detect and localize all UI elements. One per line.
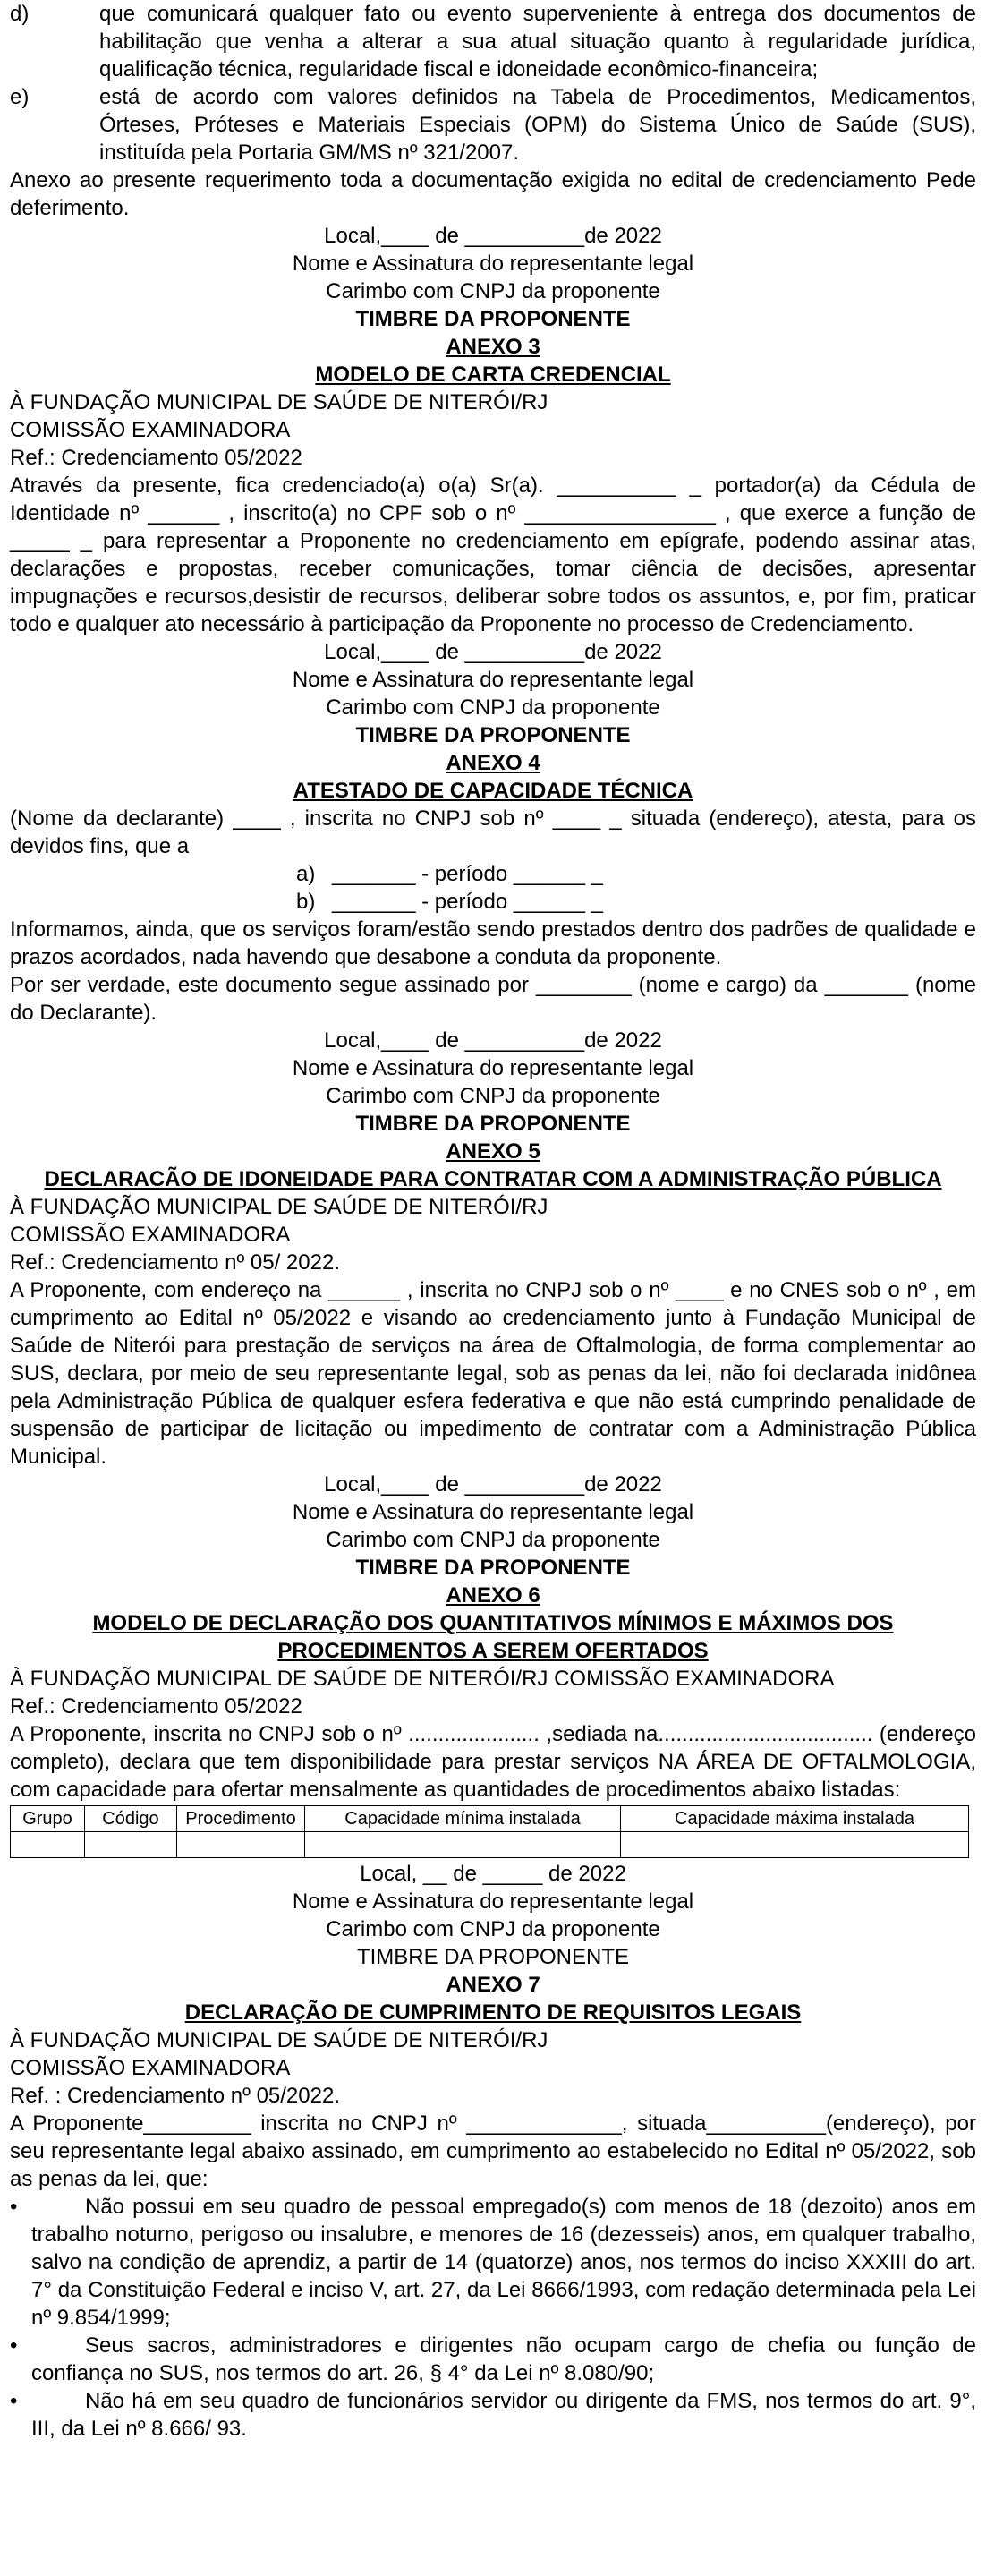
anexo3-ref: Ref.: Credenciamento 05/2022 bbox=[10, 446, 302, 470]
table-header-cell: Grupo bbox=[11, 1806, 85, 1832]
anexo7-title: ANEXO 7 bbox=[446, 1973, 540, 1997]
anexo7-bullet bbox=[10, 2387, 976, 2443]
signature-timbre: TIMBRE DA PROPONENTE bbox=[355, 307, 631, 331]
signature-timbre: TIMBRE DA PROPONENTE bbox=[355, 1556, 631, 1580]
document-page bbox=[10, 0, 976, 2443]
procedures-table bbox=[10, 1805, 969, 1858]
table-header-cell: Capacidade máxima instalada bbox=[621, 1806, 969, 1832]
anexo5-title: ANEXO 5 bbox=[446, 1139, 540, 1164]
table-header-cell: Procedimento bbox=[177, 1806, 305, 1832]
anexo3-commission: COMISSÃO EXAMINADORA bbox=[10, 418, 291, 442]
anexo7-subtitle: DECLARAÇÃO DE CUMPRIMENTO DE REQUISITOS LEGAIS bbox=[184, 2000, 802, 2025]
anexo4-body: (Nome da declarante) ____ , inscrita no CNPJ sob nº ____ _ situada (endereço), atesta, para os devidos fins, que a bbox=[10, 806, 976, 858]
signature-stamp: Carimbo com CNPJ da proponente bbox=[326, 1084, 660, 1108]
clause-d bbox=[10, 0, 976, 83]
anexo4-item-label: b) bbox=[296, 890, 316, 914]
anexo5-subtitle: DECLARACÃO DE IDONEIDADE PARA CONTRATAR COM A ADMINISTRAÇÃO PÚBLICA bbox=[44, 1167, 942, 1191]
anexo6-body: A Proponente, inscrita no CNPJ sob o nº ...................... ,sediada na.................................... (endereço completo), declara que tem disponibilidade para prestar serviços NA ÁREA DE OFTALMOLOGIA, com capacidade para ofertar mensalmente as quantidades de procedimentos abaixo listadas: bbox=[10, 1722, 976, 1802]
bullet-icon: • bbox=[10, 2195, 18, 2219]
clause-d-label: d) bbox=[10, 2, 30, 26]
anexo6-subtitle: MODELO DE DECLARAÇÃO DOS QUANTITATIVOS MÍNIMOS E MÁXIMOS DOS PROCEDIMENTOS A SEREM OFERTADOS bbox=[92, 1611, 894, 1663]
signature-stamp: Carimbo com CNPJ da proponente bbox=[326, 1917, 660, 1941]
anexo4-item-label: a) bbox=[296, 862, 316, 886]
anexo3-title: ANEXO 3 bbox=[446, 335, 540, 359]
closing-paragraph: Anexo ao presente requerimento toda a documentação exigida no edital de credenciamento Pede deferimento. bbox=[10, 168, 976, 220]
anexo7-addressee: À FUNDAÇÃO MUNICIPAL DE SAÚDE DE NITERÓI/RJ bbox=[10, 2028, 548, 2052]
signature-local: Local,____ de __________de 2022 bbox=[324, 640, 662, 664]
signature-stamp: Carimbo com CNPJ da proponente bbox=[326, 695, 660, 720]
table-row bbox=[11, 1832, 969, 1858]
anexo4-item-b bbox=[10, 888, 976, 916]
anexo6-ref: Ref.: Credenciamento 05/2022 bbox=[10, 1694, 302, 1719]
anexo4-item-text: _______ - período ______ _ bbox=[332, 862, 603, 886]
table-header-cell: Capacidade mínima instalada bbox=[305, 1806, 621, 1832]
signature-local: Local,____ de __________de 2022 bbox=[324, 1028, 662, 1053]
clause-e-label: e) bbox=[10, 85, 30, 109]
anexo4-title: ANEXO 4 bbox=[446, 751, 540, 775]
anexo4-item-text: _______ - período ______ _ bbox=[332, 890, 603, 914]
anexo6-local: Local, __ de _____ de 2022 bbox=[360, 1862, 626, 1886]
anexo4-closing: Por ser verdade, este documento segue assinado por ________ (nome e cargo) da _______ (nome do Declarante). bbox=[10, 973, 976, 1025]
clause-e bbox=[10, 83, 976, 166]
signature-name: Nome e Assinatura do representante legal bbox=[292, 668, 694, 692]
signature-name: Nome e Assinatura do representante legal bbox=[292, 252, 694, 276]
table-header-cell: Código bbox=[85, 1806, 177, 1832]
anexo5-body: A Proponente, com endereço na ______ , inscrita no CNPJ sob o nº ____ e no CNES sob o nº , em cumprimento ao Edital nº 05/2022 e visando ao credenciamento junto à Fundação Municipal de Saúde de Niterói para prestação de serviços na área de Oftalmologia, de forma complementar ao SUS, declara, por meio de seu representante legal, sob as penas da lei, não foi declarada inidônea pela Administração Pública de qualquer esfera federativa e que não está cumprindo penalidade de suspensão de participar de licitação ou impedimento de contratar com a Administração Pública Municipal. bbox=[10, 1278, 976, 1469]
signature-timbre: TIMBRE DA PROPONENTE bbox=[355, 723, 631, 747]
bullet-text: Seus sacros, administradores e dirigentes não ocupam cargo de chefia ou função de confiança no SUS, nos termos do art. 26, § 4° da Lei nº 8.080/90; bbox=[31, 2333, 976, 2385]
table-header-row bbox=[11, 1806, 969, 1832]
bullet-text: Não há em seu quadro de funcionários servidor ou dirigente da FMS, nos termos do art. 9°, III, da Lei nº 8.666/ 93. bbox=[31, 2389, 976, 2441]
clause-d-text: que comunicará qualquer fato ou evento superveniente à entrega dos documentos de habilitação que venha a alterar a sua atual situação quanto à regularidade jurídica, qualificação técnica, regularidade fiscal e idoneidade econômico-financeira; bbox=[99, 2, 976, 81]
signature-name: Nome e Assinatura do representante legal bbox=[292, 1889, 694, 1914]
anexo6-title: ANEXO 6 bbox=[446, 1583, 540, 1608]
signature-name: Nome e Assinatura do representante legal bbox=[292, 1056, 694, 1080]
anexo6-timbre: TIMBRE DA PROPONENTE bbox=[356, 1945, 630, 1969]
anexo3-body: Através da presente, fica credenciado(a) o(a) Sr(a). __________ _ portador(a) da Cédula de Identidade nº ______ , inscrito(a) no CPF sob o nº ________________ , que exerce a função de _____ _ para representar a Proponente no credenciamento em epígrafe, podendo assinar atas, declarações e propostas, receber comunicações, tomar ciência de decisões, apresentar impugnações e recursos,desistir de recursos, deliberar sobre todos os assuntos, e, por fim, praticar todo e qualquer ato necessário à participação da Proponente no processo de Credenciamento. bbox=[10, 473, 976, 636]
signature-name: Nome e Assinatura do representante legal bbox=[292, 1500, 694, 1524]
anexo4-item-a bbox=[10, 860, 976, 888]
anexo5-ref: Ref.: Credenciamento nº 05/ 2022. bbox=[10, 1250, 340, 1275]
signature-stamp: Carimbo com CNPJ da proponente bbox=[326, 1528, 660, 1552]
anexo5-addressee: À FUNDAÇÃO MUNICIPAL DE SAÚDE DE NITERÓI/RJ bbox=[10, 1195, 548, 1219]
anexo4-info: Informamos, ainda, que os serviços foram/estão sendo prestados dentro dos padrões de qualidade e prazos acordados, nada havendo que desabone a conduta da proponente. bbox=[10, 917, 976, 969]
signature-timbre: TIMBRE DA PROPONENTE bbox=[355, 1112, 631, 1136]
anexo4-subtitle: ATESTADO DE CAPACIDADE TÉCNICA bbox=[293, 779, 693, 803]
bullet-icon: • bbox=[10, 2333, 18, 2358]
bullet-text: Não possui em seu quadro de pessoal empregado(s) com menos de 18 (dezoito) anos em trabalho noturno, perigoso ou insalubre, e menores de 16 (dezesseis) anos, em qualquer trabalho, salvo na condição de aprendiz, a partir de 14 (quatorze) anos, nos termos do inciso XXXIII do art. 7° da Constituição Federal e inciso V, art. 27, da Lei 8666/1993, com redação determinada pela Lei nº 9.854/1999; bbox=[31, 2195, 976, 2330]
anexo7-bullet bbox=[10, 2332, 976, 2387]
signature-stamp: Carimbo com CNPJ da proponente bbox=[326, 279, 660, 303]
anexo7-body: A Proponente_________ inscrita no CNPJ nº _____________, situada__________(endereço), por seu representante legal abaixo assinado, em cumprimento ao estabelecido no Edital nº 05/2022, sob as penas da lei, que: bbox=[10, 2111, 976, 2191]
anexo6-addressee: À FUNDAÇÃO MUNICIPAL DE SAÚDE DE NITERÓI/RJ COMISSÃO EXAMINADORA bbox=[10, 1667, 835, 1691]
anexo7-ref: Ref. : Credenciamento nº 05/2022. bbox=[10, 2084, 340, 2108]
anexo7-commission: COMISSÃO EXAMINADORA bbox=[10, 2056, 291, 2080]
anexo3-subtitle: MODELO DE CARTA CREDENCIAL bbox=[315, 363, 671, 387]
anexo5-commission: COMISSÃO EXAMINADORA bbox=[10, 1223, 291, 1247]
anexo3-addressee: À FUNDAÇÃO MUNICIPAL DE SAÚDE DE NITERÓI/RJ bbox=[10, 390, 548, 414]
anexo7-bullet bbox=[10, 2193, 976, 2332]
signature-local: Local,____ de __________de 2022 bbox=[324, 224, 662, 248]
bullet-icon: • bbox=[10, 2389, 18, 2413]
signature-local: Local,____ de __________de 2022 bbox=[324, 1472, 662, 1497]
clause-e-text: está de acordo com valores definidos na Tabela de Procedimentos, Medicamentos, Órteses, Próteses e Materiais Especiais (OPM) do Sistema Único de Saúde (SUS), instituída pela Portaria GM/MS nº 321/2007. bbox=[99, 85, 976, 165]
